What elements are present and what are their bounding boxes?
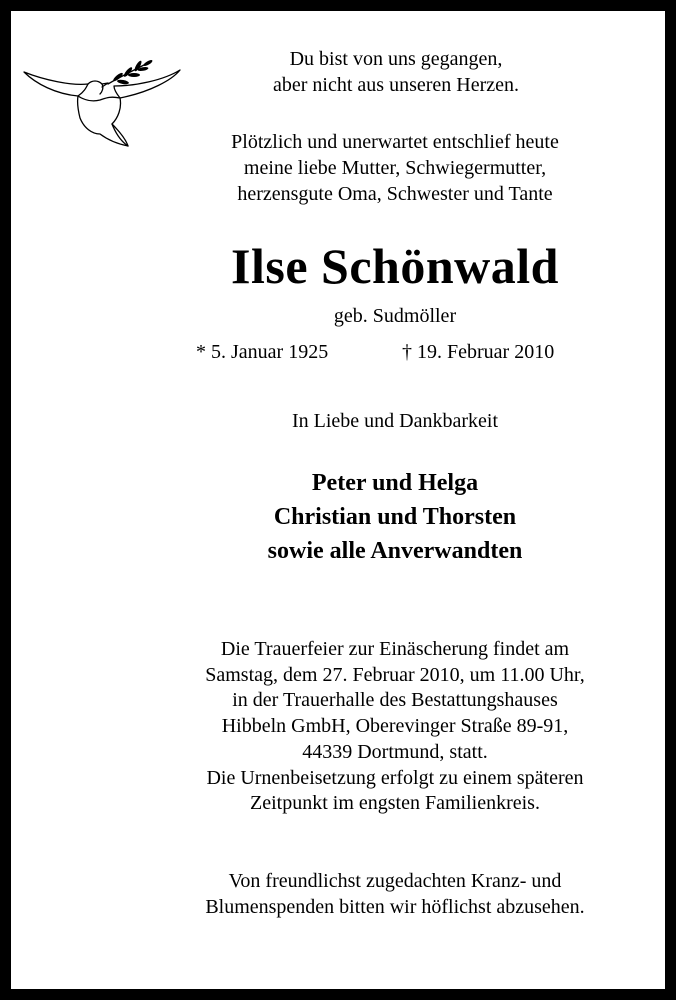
birth-name: geb. Sudmöller — [333, 305, 457, 327]
quote-line: Du bist von uns gegangen, — [289, 48, 503, 70]
deceased-name: Ilse Schönwald — [231, 238, 559, 294]
life-dates — [150, 339, 640, 365]
flowers-line: Blumenspenden bitten wir höflichst abzusehen. — [205, 896, 585, 918]
thanks-line: In Liebe und Dankbarkeit — [291, 410, 499, 432]
ceremony-line: Die Trauerfeier zur Einäscherung findet am — [220, 638, 570, 660]
ceremony-line: in der Trauerhalle des Bestattungshauses — [232, 689, 558, 712]
family-line: Christian und Thorsten — [273, 504, 517, 530]
mourning-family — [150, 466, 640, 568]
ceremony-line: Die Urnenbeisetzung erfolgt zu einem späteren — [206, 766, 584, 789]
funeral-details — [140, 637, 650, 817]
announcement-intro — [170, 129, 620, 207]
flowers-note — [140, 868, 650, 920]
dove-with-olive-branch-icon — [22, 60, 182, 160]
ceremony-line: 44339 Dortmund, statt. — [302, 740, 488, 763]
death-date: † 19. Februar 2010 — [402, 341, 555, 363]
flowers-line: Von freundlichst zugedachten Kranz- und — [228, 870, 562, 892]
quote-line: aber nicht aus unseren Herzen. — [273, 74, 519, 96]
intro-line: meine liebe Mutter, Schwiegermutter, — [243, 157, 547, 179]
ceremony-line: Samstag, dem 27. Februar 2010, um 11.00 Uhr, — [205, 663, 585, 686]
intro-line: herzensgute Oma, Schwester und Tante — [237, 183, 553, 205]
memorial-quote — [196, 46, 596, 98]
ceremony-line: Zeitpunkt im engsten Familienkreis. — [250, 792, 540, 815]
family-line: sowie alle Anverwandten — [267, 538, 523, 564]
intro-line: Plötzlich und unerwartet entschlief heute — [231, 131, 559, 153]
ceremony-line: Hibbeln GmbH, Oberevinger Straße 89-91, — [221, 715, 569, 738]
family-line: Peter und Helga — [311, 470, 479, 496]
birth-date: * 5. Januar 1925 — [196, 341, 329, 363]
